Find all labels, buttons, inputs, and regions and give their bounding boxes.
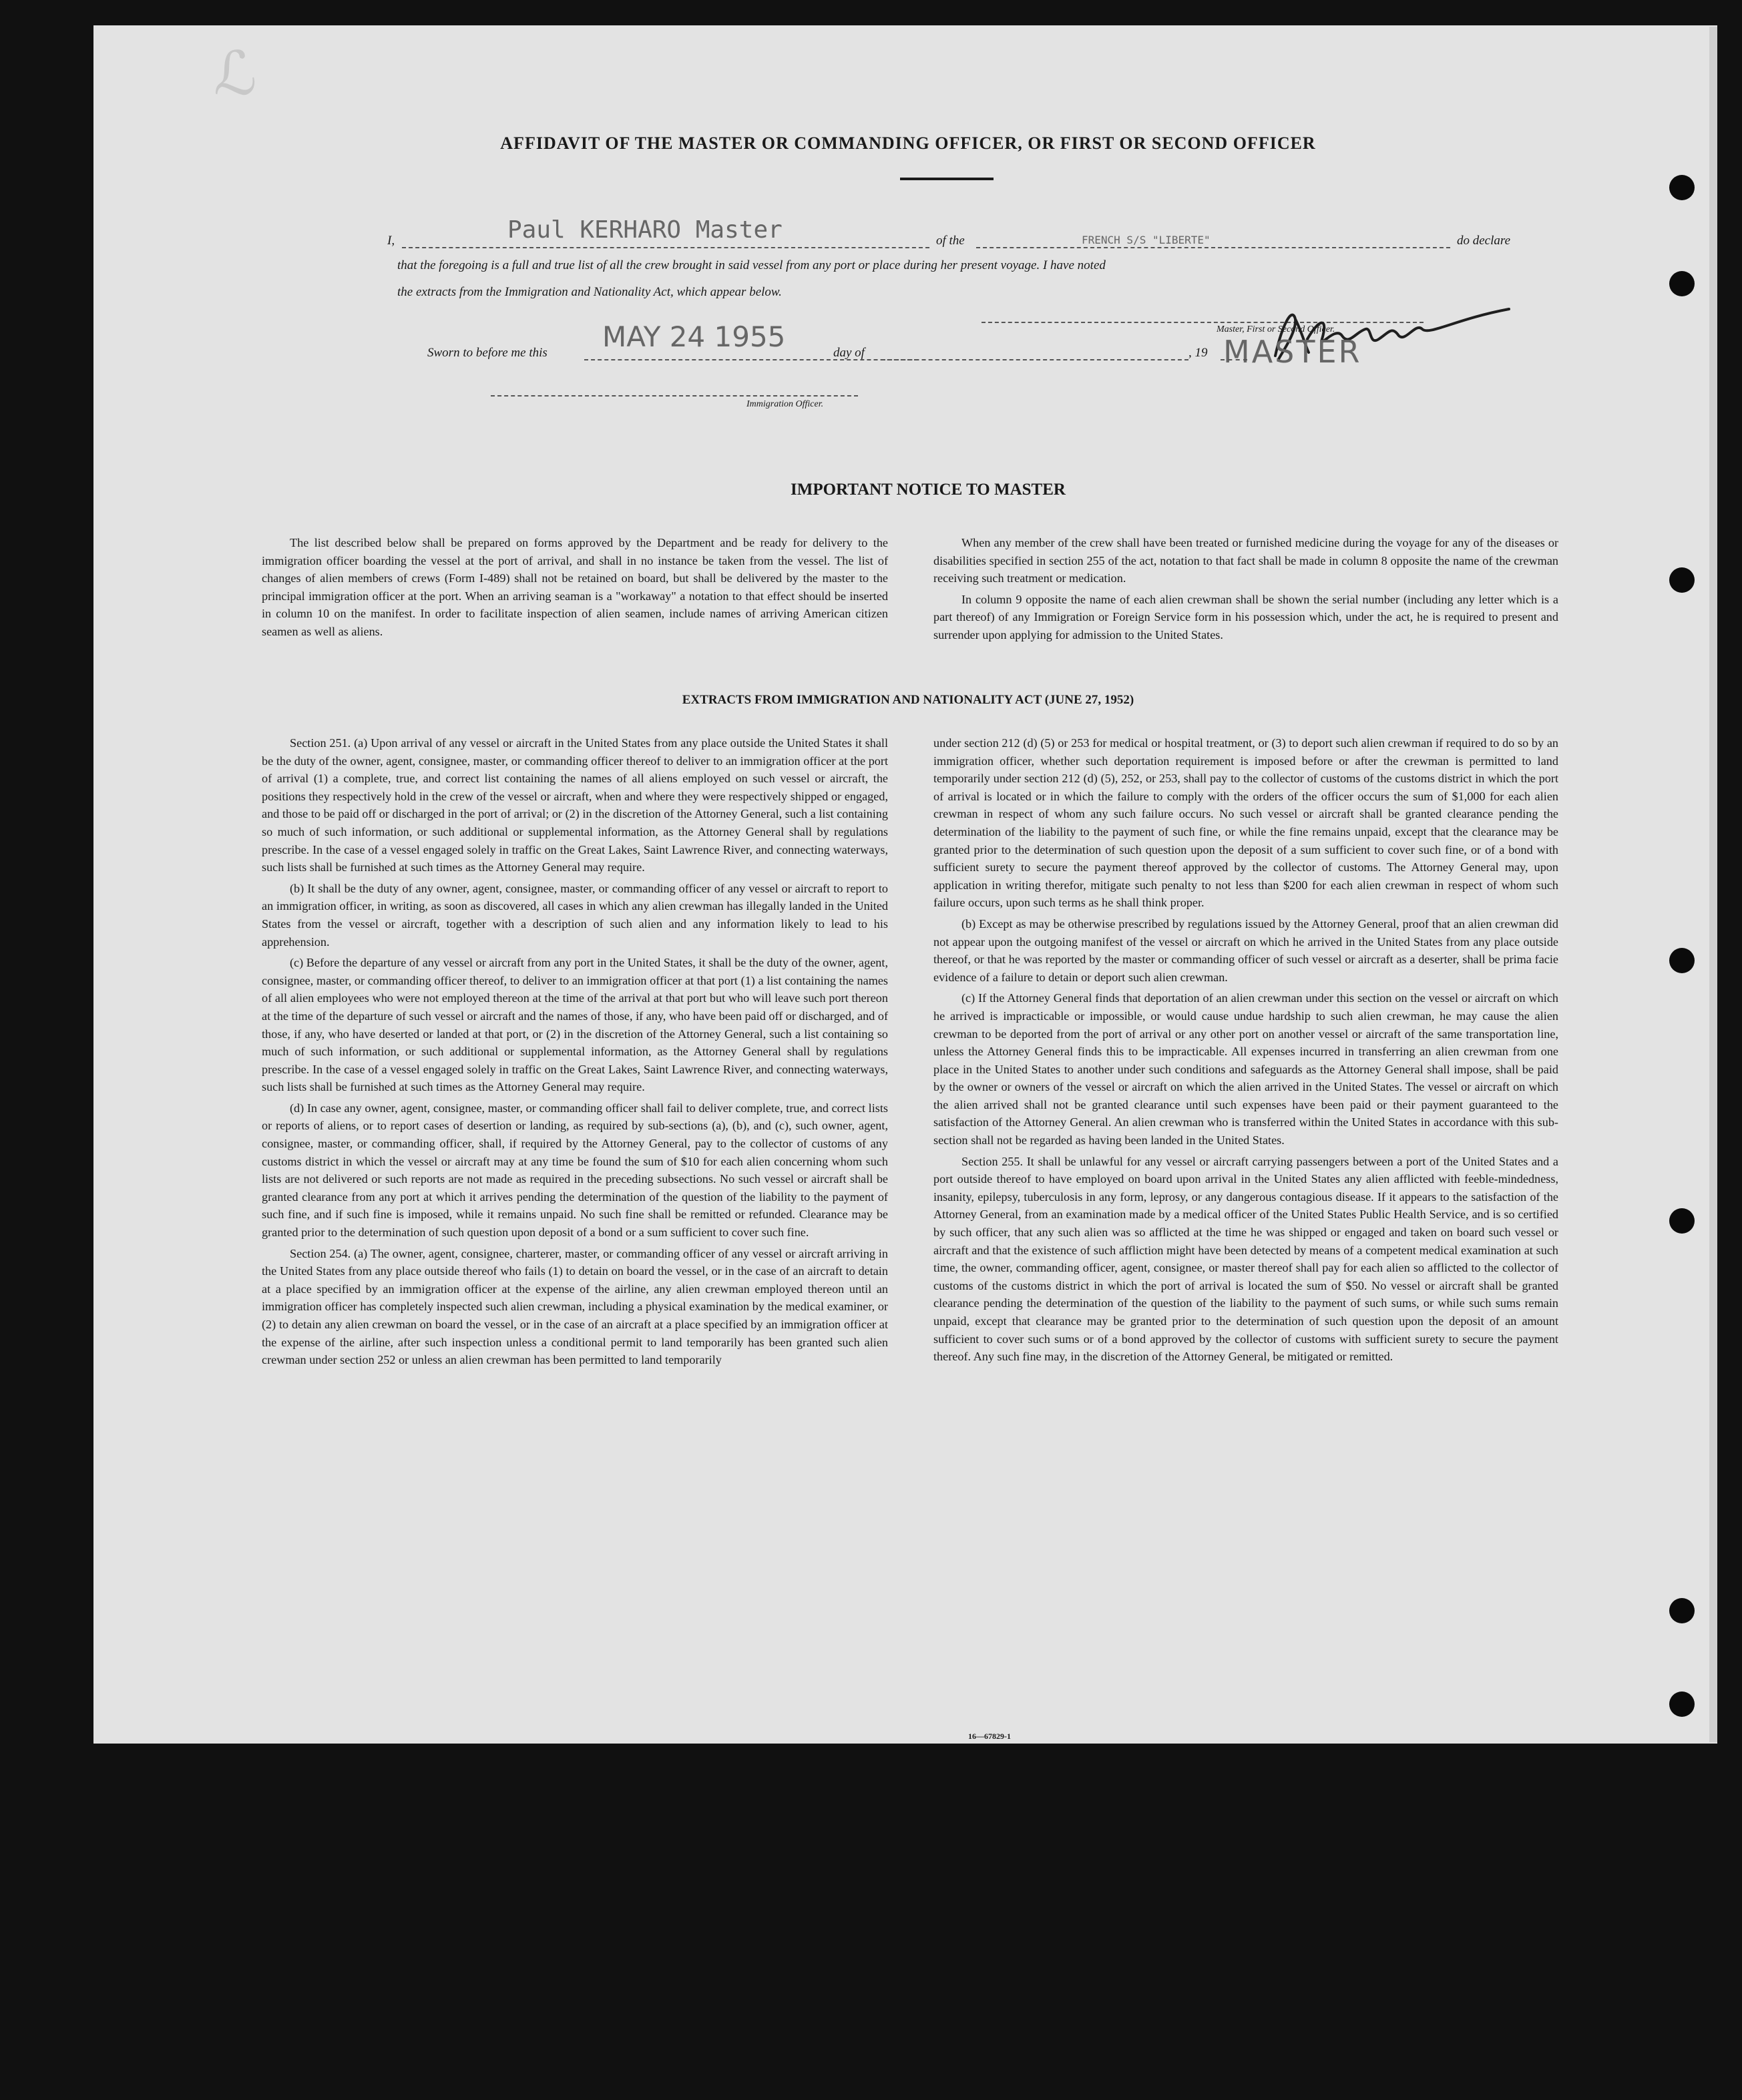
form-number: 16—67829-1 [968,1732,1011,1741]
binder-hole [1669,271,1695,296]
binder-hole [1669,948,1695,973]
extract-paragraph: Section 251. (a) Upon arrival of any vessel or aircraft in the United States from any place outside the United States it shall be the duty of the owner, agent, consignee, master, or commanding officer thereof to deliver to an immigration officer at the port of arrival (1) a complete, true, and correct list containing the names of all aliens employed on such vessel or aircraft, the positions they respectively hold in the crew of the vessel or aircraft, when and where they were respectively shipped or engaged, and those to be paid off or discharged in the port of arrival; or (2) in the discretion of the Attorney General, such a list containing so much of such information, or such additional or supplemental information, as the Attorney General shall by regulations prescribe. In the case of a vessel engaged solely in traffic on the Great Lakes, Saint Lawrence River, and connecting waterways, such lists shall be furnished at such times as the Attorney General may require. [262,736,888,874]
sworn-date-line [584,359,918,360]
extracts-right-column [933,734,1558,1369]
extract-paragraph: Section 255. It shall be unlawful for any vessel or aircraft carrying passengers between a port of the United States and a port outside thereof to have employed on board upon arrival in the United States any alien afflicted with feeble-mindedness, insanity, epilepsy, tuberculosis in any form, leprosy, or any dangerous contagious disease. If it appears to the satisfaction of the Attorney General, from an examination made by a medical officer of the United States Public Health Service, and is so certified by such officer, that any such alien was so afflicted at the time he was shipped or engaged and taken on board such vessel or aircraft and that the existence of such affliction might have been detected by means of a competent medical examination at such time, the owner, commanding officer, agent, consignee, or master thereof shall pay for each alien so afflicted to the collector of customs of the customs district in which the port of arrival is located the sum of $50. No vessel or aircraft shall be granted clearance pending the determination of the question of the liability to the payment of such sums, or while such sums remain unpaid, except that clearance may be granted prior to the determination of such question upon the deposit of an amount sufficient to cover such sums or of a bond approved by the collector of customs with sufficient surety to secure the payment thereof. Any such fine may, in the discretion of the Attorney General, be mitigated or remitted. [933,1154,1558,1364]
vessel-name: FRENCH S/S "LIBERTE" [1082,234,1211,246]
of-the-label: of the [936,234,965,248]
notice-right-paragraph-1: When any member of the crew shall have been treated or furnished medicine during the voyage for any of the diseases or disabilities specified in section 255 of the act, notation to that fact shall be made in column 8 opposite the name of the crewman receiving such treatment or medication. [933,536,1558,585]
extract-paragraph: under section 212 (d) (5) or 253 for medical or hospital treatment, or (3) to deport such alien crewman if required to do so by an immigration officer, whether such deportation requirement is imposed before or after the crewman is permitted to land temporarily under section 212 (d) (5), 252, or 253, shall pay to the collector of customs of the customs district in which the port of arrival is located or in which the failure to comply with the orders of the officer occurs the sum of $1,000 for each alien crewman in respect of whom any such failure occurs. No such vessel or aircraft shall be granted clearance pending the determination of the liability to the payment of such fine, or while the fine remains unpaid, except that the clearance may be granted prior to the determination of such question upon the deposit of a sum sufficient to cover such fine, or of a bond with sufficient surety to secure the payment thereof approved by the collector of customs. The Attorney General may, upon application in writing therefor, mitigate such penalty to not less than $200 for each alien crewman in respect of whom such failure occurs, upon such terms as he shall think proper. [933,736,1558,910]
year-line [1221,359,1247,360]
name-line [402,247,929,248]
binder-hole [1669,1208,1695,1234]
binder-hole [1669,567,1695,593]
do-declare-label: do declare [1457,234,1511,248]
immigration-officer-label: Immigration Officer. [746,399,824,409]
extract-paragraph: (d) In case any owner, agent, consignee, master, or commanding officer shall fail to deliver complete, true, and correct lists or reports of aliens, or to report cases of desertion or landing, as required by sub-sections (a), (b), and (c), such owner, agent, consignee, master, or commanding officer, shall, if required by the Attorney General, pay to the collector of customs of any customs district in which the vessel or aircraft may at any time be found the sum of $10 for each alien concerning whom such lists are not delivered or such reports are not made as required in the preceding subsections. No such vessel or aircraft shall be granted clearance from any port at which it arrives pending the determination of the question of the liability to the payment of such fine, and if such fine is imposed, while it remains unpaid. No such fine shall be remitted or refunded. Clearance may be granted prior to the determination of such question upon deposit of a bond or a sum sufficient to cover such fine. [262,1101,888,1240]
extract-paragraph: (c) Before the departure of any vessel or aircraft from any port in the United States, it shall be the duty of the owner, agent, consignee, master, or commanding officer thereof, to deliver to an immigration officer at that port (1) a list containing the names of all alien employees who were not employed thereon at the time of the arrival at that port but who will leave such port thereon at the time of the departure of such vessel or aircraft and the names of those, if any, who have been paid off or discharged, and of those, if any, who have deserted or landed at that port, or (2) in the discretion of the Attorney General, such a list containing so much of such information, or such additional or supplemental information, as the Attorney General shall by regulations prescribe. In the case of a vessel engaged solely in traffic on the Great Lakes, Saint Lawrence River, and connecting waterways, such lists shall be furnished at such times as the Attorney General may require. [262,956,889,1094]
immigration-officer-line [491,395,858,397]
i-label: I, [387,234,395,248]
year-label: , 19 [1188,346,1208,360]
notice-right-paragraph-2: In column 9 opposite the name of each alien crewman shall be shown the serial number (including any letter which is a part thereof) of any Immigration or Foreign Service form in his possession which, under the act, he is required to present and surrender upon applying for admission to the United States. [933,592,1558,641]
extract-paragraph: Section 254. (a) The owner, agent, consignee, charterer, master, or commanding officer of any vessel or aircraft arriving in the United States from any place outside thereof who fails (1) to detain on board the vessel, or in the case of an aircraft to detain at a place specified by an immigration officer at the expense of the airline, any alien crewman employed thereon until an immigration officer has completely inspected such alien crewman, including a physical examination by the medical examiner, or (2) to detain any alien crewman on board the vessel, or in the case of an aircraft at a place specified by an immigration officer at the expense of the airline, after such inspection unless a conditional permit to land temporarily has been granted such alien crewman under section 252 or unless an alien crewman has been permitted to land temporarily [262,1246,888,1367]
day-of-line [881,359,1188,360]
sworn-label: Sworn to before me this [427,346,548,360]
affidavit-title: AFFIDAVIT OF THE MASTER OR COMMANDING OFFICER, OR FIRST OR SECOND OFFICER [500,134,1316,153]
notice-left-column [262,534,888,644]
faint-handwritten-mark: ℒ [214,39,257,109]
day-of-label: day of [833,346,865,360]
notice-right-column [933,534,1558,647]
extract-paragraph: (b) Except as may be otherwise prescribed by regulations issued by the Attorney General, proof that an alien crewman did not appear upon the outgoing manifest of the vessel or aircraft on which he arrived in the United States from any place outside thereof, or that he was reported by the master or commanding officer of such vessel or aircraft as a deserter, shall be prima facie evidence of a failure to detain or deport such alien crewman. [933,916,1558,984]
extract-paragraph: (b) It shall be the duty of any owner, agent, consignee, master, or commanding officer of any vessel or aircraft to report to an immigration officer, in writing, as soon as discovered, all cases in which any alien crewman has illegally landed in the United States from the vessel or aircraft, together with a description of such alien and any information likely to lead to his apprehension. [262,881,888,949]
declaration-line-2: the extracts from the Immigration and Nationality Act, which appear below. [397,285,782,299]
extracts-heading: EXTRACTS FROM IMMIGRATION AND NATIONALITY ACT (JUNE 27, 1952) [682,693,1134,707]
signature-caption: Master, First or Second Officer. [1217,324,1335,334]
notice-left-paragraph: The list described below shall be prepared on forms approved by the Department and be ready for delivery to the immigration officer boarding the vessel at the port of arrival, and shall in no instance be taken from the vessel. The list of changes of alien members of crews (Form I-489) shall not be retained on board, but shall be delivered by the master to the principal immigration officer at the port. When an arriving seaman is a "workaway" a notation to that effect should be inserted in column 10 on the manifest. In order to facilitate inspection of alien seamen, include names of arriving American citizen seamen as well as aliens. [262,536,888,638]
title-rule [900,178,994,180]
extract-paragraph: (c) If the Attorney General finds that deportation of an alien crewman under this section on the vessel or aircraft on which he arrived is impracticable or impossible, or would cause undue hardship to such alien crewman, he may cause the alien crewman to be deported from the port of arrival or any other port on another vessel or aircraft of the same transportation line, unless the Attorney General finds this to be impracticable. All expenses incurred in transferring an alien crewman from one place in the United States to another under such conditions and safeguards as the Attorney General shall impose, shall be paid by the owner or owners of the vessel or aircraft on which the alien arrived in the United States. The vessel or aircraft on which the alien arrived shall not be granted clearance until such expenses have been paid or their payment guaranteed to the satisfaction of the Attorney General. An alien crewman who is transferred within the United States in accordance with this sub-section shall not be regarded as having been landed in the United States. [933,991,1558,1147]
vessel-line [976,247,1450,248]
binder-hole [1669,1691,1695,1717]
master-stamp: MASTER [1223,334,1362,370]
extracts-left-column [262,734,888,1372]
sworn-date-stamp: MAY 24 1955 [602,320,786,353]
document-page [93,25,1717,1744]
page-edge [1709,27,1717,1742]
master-name: Paul KERHARO Master [507,216,783,244]
binder-hole [1669,175,1695,200]
notice-heading: IMPORTANT NOTICE TO MASTER [791,481,1066,499]
declaration-line-1: that the foregoing is a full and true list of all the crew brought in said vessel from any port or place during her present voyage. I have noted [397,258,1106,272]
binder-hole [1669,1598,1695,1623]
